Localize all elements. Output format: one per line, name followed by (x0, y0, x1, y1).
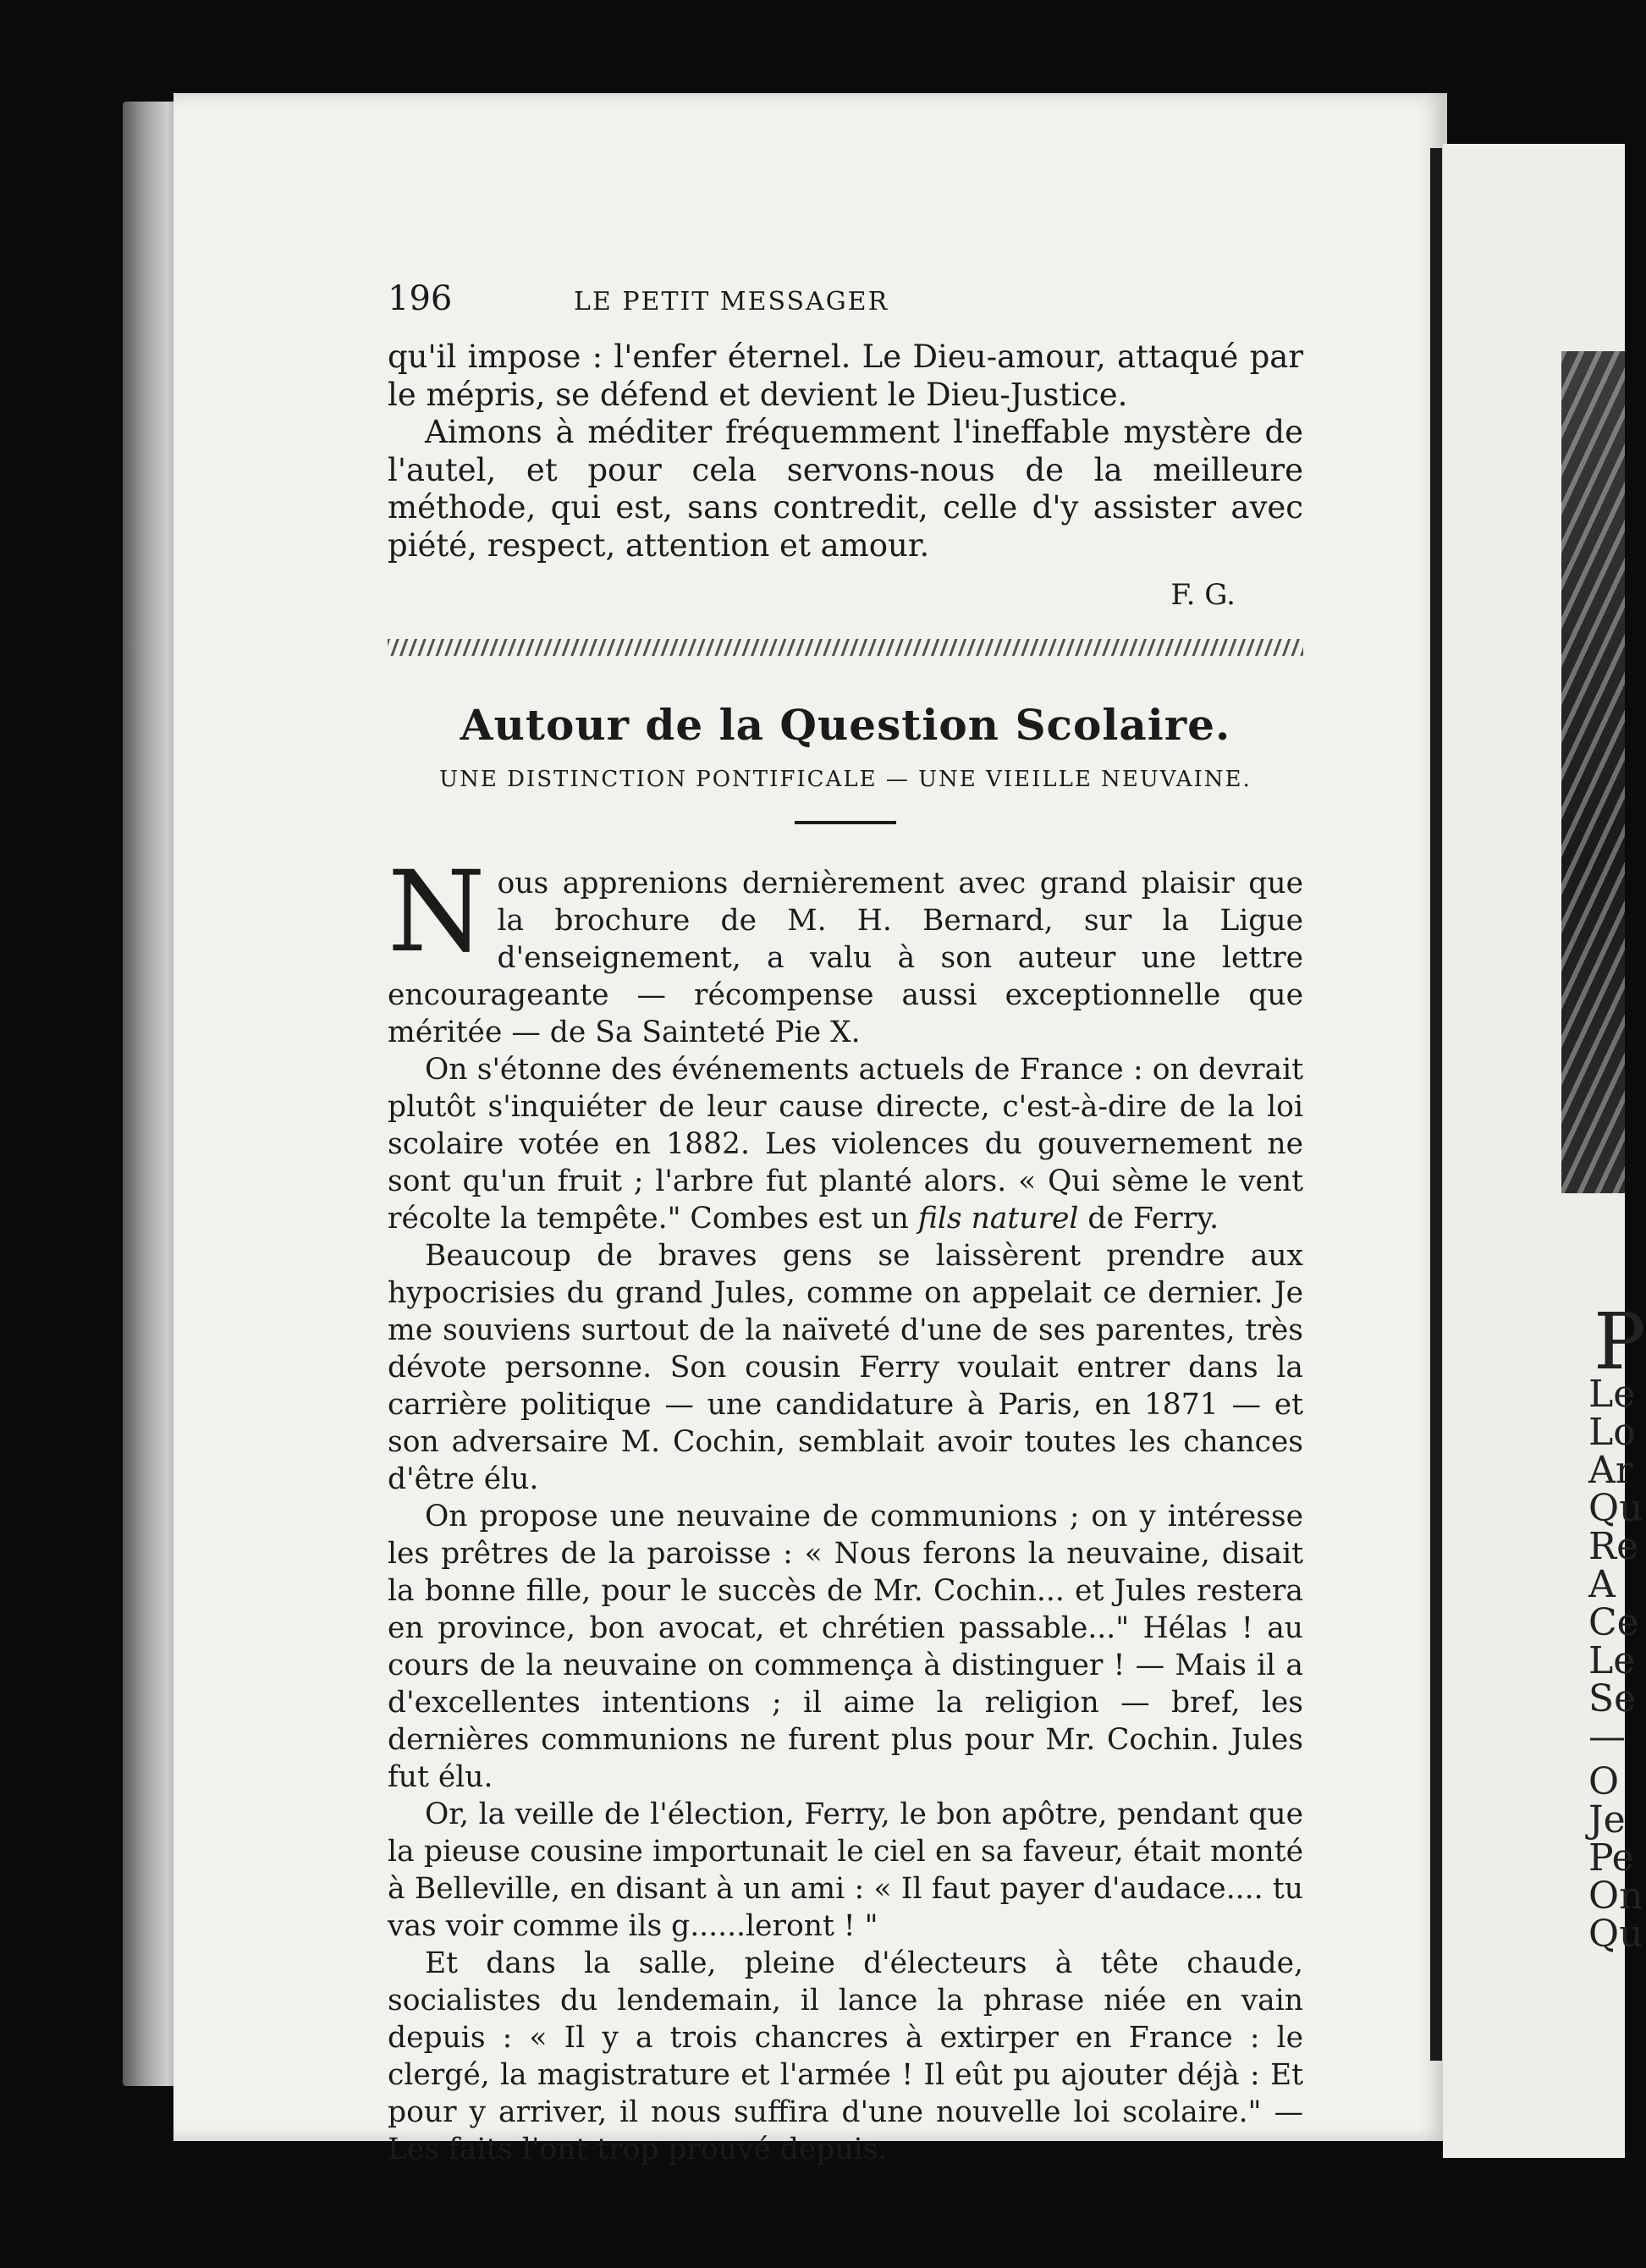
facing-line: Le (1588, 1639, 1636, 1682)
article-paragraph: Beaucoup de braves gens se laissèrent prendre aux hypocrisies du grand Jules, comme on appelait ce dernier. Je me souviens surtout de la naïveté d'une de ses parentes, très dévote personne. Son cousin Ferry voulait entrer dans la carrière politique — une candidature à Paris, en 1871 — et son adversaire M. Cochin, semblait avoir toutes les chances d'être élu. (388, 1239, 1303, 1496)
intro-text (388, 339, 1303, 564)
running-header (388, 279, 1303, 339)
facing-line: — (1588, 1715, 1626, 1759)
facing-line: Qu (1588, 1487, 1643, 1530)
italic-phrase: fils naturel (917, 1202, 1079, 1236)
facing-line: Pe (1588, 1836, 1634, 1880)
facing-line: Lo (1588, 1411, 1636, 1454)
title-rule (795, 821, 896, 824)
author-signature: F. G. (1170, 578, 1236, 612)
book-gutter (1430, 148, 1442, 2061)
article-subtitle: UNE DISTINCTION PONTIFICALE — UNE VIEILLE NEUVAINE. (439, 767, 1252, 792)
page-number: 196 (388, 279, 453, 318)
article-body (388, 847, 1303, 2168)
facing-line: Je (1588, 1798, 1626, 1841)
article-paragraph: Et dans la salle, pleine d'électeurs à tête chaude, socialistes du lendemain, il lance la phrase niée en vain depuis : « Il y a trois chancres à extirper en France : le clergé, la magistrature et l'armée ! Il eût pu ajouter déjà : Et pour y arriver, il nous suffira d'une nouvelle loi scolaire." — Les faits l'ont trop prouvé depuis. (388, 1946, 1303, 2166)
facing-line: O (1588, 1760, 1620, 1803)
facing-line: Le (1588, 1373, 1636, 1416)
page-content (388, 279, 1303, 2168)
facing-line: Ce (1588, 1601, 1639, 1644)
facing-text-fragments (1588, 1373, 1643, 1956)
article-paragraph: On propose une neuvaine de communions ; on y intéresse les prêtres de la paroisse : « Nous ferons la neuvaine, disait la bonne fille, pour le succès de Mr. Cochin... et Jules restera en province, bon avocat, et chrétien passable..." Hélas ! au cours de la neuvaine on commença à distinguer ! — Mais il a d'excellentes intentions ; il aime la religion — bref, les dernières communions ne furent plus pour Mr. Cochin. Jules fut élu. (388, 1500, 1303, 1794)
article-paragraph: Nous apprenions dernièrement avec grand plaisir que la brochure de M. H. Bernard, sur la Ligue d'enseignement, a valu à son auteur une lettre encourageante — récompense aussi exceptionnelle que méritée — de Sa Sainteté Pie X. (388, 847, 1303, 1049)
facing-line: Qu (1588, 1913, 1643, 1956)
intro-paragraph: qu'il impose : l'enfer éternel. Le Dieu-amour, attaqué par le mépris, se défend et devient le Dieu-Justice. (388, 339, 1303, 413)
facing-line: Ar (1588, 1449, 1633, 1492)
photo-plate (1561, 351, 1625, 1193)
intro-paragraph: Aimons à méditer fréquemment l'ineffable mystère de l'autel, et pour cela servons-nous de la meilleure méthode, qui est, sans contredit, celle d'y assister avec piété, respect, attention et amour. (388, 414, 1303, 564)
running-title: LE PETIT MESSAGER (574, 287, 889, 317)
article-title: Autour de la Question Scolaire. (460, 700, 1231, 750)
article-paragraph: On s'étonne des événements actuels de France : on devrait plutôt s'inquiéter de leur cause directe, c'est-à-dire de la loi scolaire votée en 1882. Les violences du gouvernement ne sont qu'un fruit ; l'arbre fut planté alors. « Qui sème le vent récolte la tempête." Combes est un fils naturel de Ferry. (388, 1053, 1303, 1236)
section-divider (388, 639, 1303, 656)
facing-line: On (1588, 1874, 1643, 1918)
facing-line: Re (1588, 1525, 1639, 1568)
facing-page (1443, 144, 1646, 2158)
drop-cap: N (388, 847, 486, 977)
facing-line: Se (1588, 1677, 1637, 1720)
left-page (173, 93, 1447, 2166)
facing-line: A (1588, 1563, 1616, 1606)
article-paragraph: Or, la veille de l'élection, Ferry, le bon apôtre, pendant que la pieuse cousine importunait le ciel en sa faveur, était monté à Belleville, en disant à un ami : « Il faut payer d'audace.... tu vas voir comme ils g......leront ! " (388, 1797, 1303, 1943)
facing-drop-cap: P (1594, 1296, 1646, 1387)
